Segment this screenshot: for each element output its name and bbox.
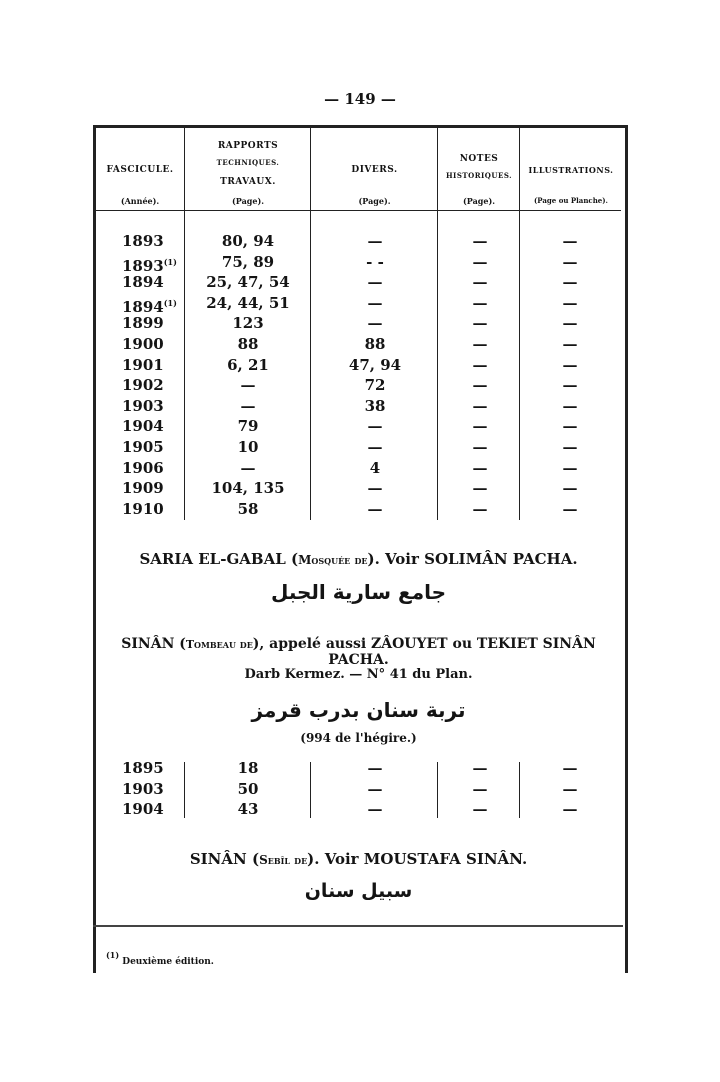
cell-illustrations-text: — xyxy=(562,779,578,798)
cell-notes-text: — xyxy=(472,273,488,292)
cell-year xyxy=(122,437,184,457)
entry-qualifier: Mosquée de xyxy=(298,553,368,567)
entry-saria-arabic: جامع سارية الجبل xyxy=(270,580,447,604)
cell-rapports xyxy=(186,313,310,333)
cell-illustrations xyxy=(522,416,618,436)
edition-mark: (1) xyxy=(163,297,177,308)
cell-year xyxy=(122,779,184,799)
cell-rapports-text: 18 xyxy=(237,759,259,777)
cell-illustrations-text: — xyxy=(562,293,578,312)
cell-illustrations xyxy=(522,293,618,313)
cell-divers xyxy=(312,252,438,272)
cell-notes-text: — xyxy=(472,335,488,353)
cell-divers xyxy=(312,758,438,778)
cell-year-text: 1903 xyxy=(122,779,164,798)
cell-divers xyxy=(312,779,438,799)
table-row xyxy=(96,293,621,314)
header-divers-sub: (Page). xyxy=(358,196,391,206)
cell-illustrations xyxy=(522,375,618,395)
cell-rapports xyxy=(186,499,310,519)
cell-divers-text: — xyxy=(367,800,383,819)
table-row xyxy=(96,799,621,820)
cell-notes-text: — xyxy=(472,355,488,374)
cell-rapports-text: 123 xyxy=(232,314,264,333)
cell-notes xyxy=(440,334,520,354)
cell-year-text: 1895 xyxy=(122,759,164,777)
cell-divers xyxy=(312,231,438,251)
cell-divers xyxy=(312,499,438,519)
entry-saria-title xyxy=(96,550,621,568)
cell-illustrations xyxy=(522,458,618,478)
header-rapports-sub: (Page). xyxy=(231,196,265,206)
cell-divers-text: — xyxy=(367,759,383,777)
cell-notes-text: — xyxy=(472,779,488,798)
cell-year xyxy=(122,799,184,819)
cell-illustrations xyxy=(522,272,618,292)
cell-notes xyxy=(440,416,520,436)
cell-illustrations xyxy=(522,355,618,375)
cell-divers xyxy=(312,799,438,819)
header-notes-1: NOTES xyxy=(459,154,499,164)
cell-year xyxy=(122,458,184,478)
cell-notes xyxy=(440,499,520,519)
entry-rest: ), appelé aussi ZÂOUYET ou TEKIET SINÂN PACHA. xyxy=(252,636,596,668)
cell-illustrations xyxy=(522,799,618,819)
cell-illustrations-text: — xyxy=(562,252,578,271)
cell-notes xyxy=(440,458,520,478)
cell-rapports-text: — xyxy=(240,376,256,395)
table-row xyxy=(96,478,621,499)
cell-notes xyxy=(440,396,520,416)
cell-illustrations xyxy=(522,313,618,333)
cell-year-text: 1894 xyxy=(122,273,164,292)
cell-rapports-text: — xyxy=(240,458,256,477)
entry-name: SINÂN ( xyxy=(189,850,260,868)
cell-notes xyxy=(440,375,520,395)
footnote-rule xyxy=(93,925,623,927)
cell-rapports-text: 79 xyxy=(237,417,259,436)
cell-notes xyxy=(440,437,520,457)
cell-year xyxy=(122,231,184,251)
table-row xyxy=(96,437,621,458)
cell-year xyxy=(122,416,184,436)
cell-notes xyxy=(440,252,520,272)
cell-divers xyxy=(312,313,438,333)
cell-notes xyxy=(440,799,520,819)
cell-illustrations-text: — xyxy=(562,396,578,415)
entry-sinan-title xyxy=(96,636,621,668)
entry-sinan-location: Darb Kermez. — N° 41 du Plan. xyxy=(244,667,473,682)
entry-sinan-arabic: تربة سنان بدرب قرمز xyxy=(251,698,466,722)
cell-rapports xyxy=(186,758,310,778)
cell-year-text: 1901 xyxy=(122,355,164,374)
cell-rapports-text: — xyxy=(240,396,256,415)
cell-rapports-text: 10 xyxy=(237,438,259,456)
cell-rapports-text: 80, 94 xyxy=(221,232,275,250)
cell-notes xyxy=(440,272,520,292)
table-row xyxy=(96,252,621,273)
cell-rapports xyxy=(186,416,310,436)
cell-year xyxy=(122,355,184,375)
header-rapports-1: RAPPORTS xyxy=(217,141,279,151)
cell-year xyxy=(122,272,184,292)
edition-mark: (1) xyxy=(163,256,177,267)
cell-year-text: 1894 xyxy=(122,297,164,316)
cell-divers-text: — xyxy=(367,779,383,798)
cell-year xyxy=(122,396,184,416)
cell-divers-text: — xyxy=(367,438,383,456)
table-row xyxy=(96,375,621,396)
cell-year-text: 1893 xyxy=(122,232,164,250)
cell-notes xyxy=(440,758,520,778)
cell-year-text: 1905 xyxy=(122,438,164,456)
cell-notes-text: — xyxy=(472,499,488,518)
entry-sinan-sebil-arabic: سبيل سنان xyxy=(304,880,413,902)
cell-divers xyxy=(312,478,438,498)
table-row xyxy=(96,313,621,334)
cell-illustrations-text: — xyxy=(562,273,578,292)
table-row xyxy=(96,334,621,355)
cell-year xyxy=(122,499,184,519)
entry-name: SINÂN ( xyxy=(121,636,186,652)
cell-rapports-text: 50 xyxy=(237,779,259,798)
cell-rapports xyxy=(186,437,310,457)
cell-rapports-text: 75, 89 xyxy=(221,252,275,271)
cell-illustrations-text: — xyxy=(562,759,578,777)
cell-illustrations-text: — xyxy=(562,376,578,395)
cell-rapports xyxy=(186,396,310,416)
cell-illustrations xyxy=(522,334,618,354)
cell-year-text: 1909 xyxy=(122,479,164,498)
cell-notes-text: — xyxy=(472,438,488,456)
header-notes-2: HISTORIQUES. xyxy=(445,171,513,180)
cell-divers-text: — xyxy=(367,479,383,498)
cell-divers xyxy=(312,375,438,395)
cell-illustrations-text: — xyxy=(562,499,578,518)
cell-illustrations xyxy=(522,231,618,251)
header-illustrations-sub: (Page ou Planche). xyxy=(533,196,608,205)
cell-rapports-text: 104, 135 xyxy=(211,479,285,498)
cell-rapports xyxy=(186,458,310,478)
cell-rapports xyxy=(186,478,310,498)
cell-illustrations xyxy=(522,252,618,272)
table-row xyxy=(96,272,621,293)
cell-divers xyxy=(312,458,438,478)
cell-illustrations xyxy=(522,396,618,416)
header-notes-sub: (Page). xyxy=(462,196,496,206)
cell-divers xyxy=(312,355,438,375)
cell-illustrations xyxy=(522,499,618,519)
cell-year-text: 1903 xyxy=(122,396,164,415)
cell-divers-text: — xyxy=(367,273,383,292)
footnote xyxy=(106,950,214,967)
cell-year xyxy=(122,478,184,498)
cell-rapports xyxy=(186,334,310,354)
table-row xyxy=(96,416,621,437)
cell-divers-text: - - xyxy=(366,252,384,271)
header-rule xyxy=(96,210,621,211)
cell-divers xyxy=(312,293,438,313)
cell-rapports-text: 58 xyxy=(237,499,259,518)
cell-year-text: 1904 xyxy=(122,800,164,819)
header-fascicule: FASCICULE. xyxy=(106,165,174,175)
cell-notes-text: — xyxy=(472,800,488,819)
table-row xyxy=(96,499,621,520)
cell-rapports xyxy=(186,293,310,313)
cell-divers xyxy=(312,272,438,292)
cell-rapports xyxy=(186,355,310,375)
cell-illustrations-text: — xyxy=(562,458,578,477)
cell-divers-text: 72 xyxy=(364,376,386,395)
cell-year-text: 1899 xyxy=(122,314,164,333)
cell-divers-text: 38 xyxy=(364,396,386,415)
cell-illustrations xyxy=(522,478,618,498)
entry-sinan-sebil-title xyxy=(96,850,621,868)
cell-illustrations-text: — xyxy=(562,232,578,250)
cell-divers xyxy=(312,416,438,436)
cell-notes xyxy=(440,231,520,251)
cell-notes-text: — xyxy=(472,479,488,498)
cell-notes-text: — xyxy=(472,252,488,271)
cell-year-text: 1900 xyxy=(122,335,164,353)
table-row xyxy=(96,355,621,376)
cell-year-text: 1902 xyxy=(122,376,164,395)
cell-notes-text: — xyxy=(472,376,488,395)
table-row xyxy=(96,779,621,800)
header-fascicule-sub: (Année). xyxy=(120,196,160,206)
cell-illustrations-text: — xyxy=(562,417,578,436)
cell-rapports-text: 25, 47, 54 xyxy=(206,273,290,292)
cell-divers-text: — xyxy=(367,293,383,312)
entry-name: SARIA EL-GABAL ( xyxy=(139,550,299,568)
cell-divers-text: — xyxy=(367,314,383,333)
cell-year-text: 1906 xyxy=(122,458,164,477)
cell-rapports-text: 88 xyxy=(237,335,259,353)
footnote-mark: (1) xyxy=(106,950,120,960)
cell-rapports xyxy=(186,231,310,251)
cell-notes-text: — xyxy=(472,293,488,312)
table-row xyxy=(96,231,621,252)
cell-illustrations xyxy=(522,437,618,457)
table-row xyxy=(96,758,621,779)
cell-illustrations-text: — xyxy=(562,314,578,333)
cell-notes xyxy=(440,478,520,498)
entry-rest: ). Voir MOUSTAFA SINÂN. xyxy=(307,850,528,868)
cell-illustrations-text: — xyxy=(562,335,578,353)
entry-qualifier: Sebîl de xyxy=(259,853,308,867)
cell-notes-text: — xyxy=(472,417,488,436)
cell-notes xyxy=(440,355,520,375)
entry-qualifier: Tombeau de xyxy=(185,638,253,651)
entry-rest: ). Voir SOLIMÂN PACHA. xyxy=(367,550,578,568)
header-rapports-2: TECHNIQUES. xyxy=(216,158,280,167)
cell-year xyxy=(122,334,184,354)
cell-illustrations-text: — xyxy=(562,800,578,819)
cell-illustrations xyxy=(522,779,618,799)
cell-divers-text: — xyxy=(367,499,383,518)
cell-divers xyxy=(312,396,438,416)
footnote-text: Deuxième édition. xyxy=(122,957,214,967)
cell-divers-text: 4 xyxy=(369,458,381,477)
cell-rapports xyxy=(186,272,310,292)
cell-rapports-text: 6, 21 xyxy=(227,355,269,374)
cell-notes-text: — xyxy=(472,759,488,777)
cell-notes-text: — xyxy=(472,458,488,477)
cell-divers-text: 47, 94 xyxy=(348,355,402,374)
cell-divers-text: — xyxy=(367,232,383,250)
cell-notes xyxy=(440,313,520,333)
cell-rapports-text: 24, 44, 51 xyxy=(206,293,290,312)
cell-rapports xyxy=(186,375,310,395)
cell-year-text: 1904 xyxy=(122,417,164,436)
cell-year-text: 1893 xyxy=(122,256,164,275)
cell-divers-text: — xyxy=(367,417,383,436)
header-illustrations: ILLUSTRATIONS. xyxy=(528,165,614,175)
cell-illustrations-text: — xyxy=(562,438,578,456)
table-row xyxy=(96,396,621,417)
cell-year xyxy=(122,313,184,333)
cell-divers xyxy=(312,334,438,354)
cell-illustrations xyxy=(522,758,618,778)
entry-sinan-date: (994 de l'hégire.) xyxy=(300,731,417,745)
cell-rapports xyxy=(186,799,310,819)
table-row xyxy=(96,458,621,479)
cell-year xyxy=(122,375,184,395)
cell-notes-text: — xyxy=(472,314,488,333)
cell-divers-text: 88 xyxy=(364,335,386,353)
cell-notes xyxy=(440,779,520,799)
cell-illustrations-text: — xyxy=(562,479,578,498)
header-rapports-3: TRAVAUX. xyxy=(220,177,276,187)
cell-rapports-text: 43 xyxy=(237,800,259,819)
header-divers: DIVERS. xyxy=(351,165,398,175)
cell-notes-text: — xyxy=(472,232,488,250)
cell-notes xyxy=(440,293,520,313)
cell-illustrations-text: — xyxy=(562,355,578,374)
cell-notes-text: — xyxy=(472,396,488,415)
page-number: — 149 — xyxy=(324,90,396,108)
cell-rapports xyxy=(186,779,310,799)
cell-year-text: 1910 xyxy=(122,499,164,518)
cell-divers xyxy=(312,437,438,457)
cell-year xyxy=(122,758,184,778)
cell-rapports xyxy=(186,252,310,272)
